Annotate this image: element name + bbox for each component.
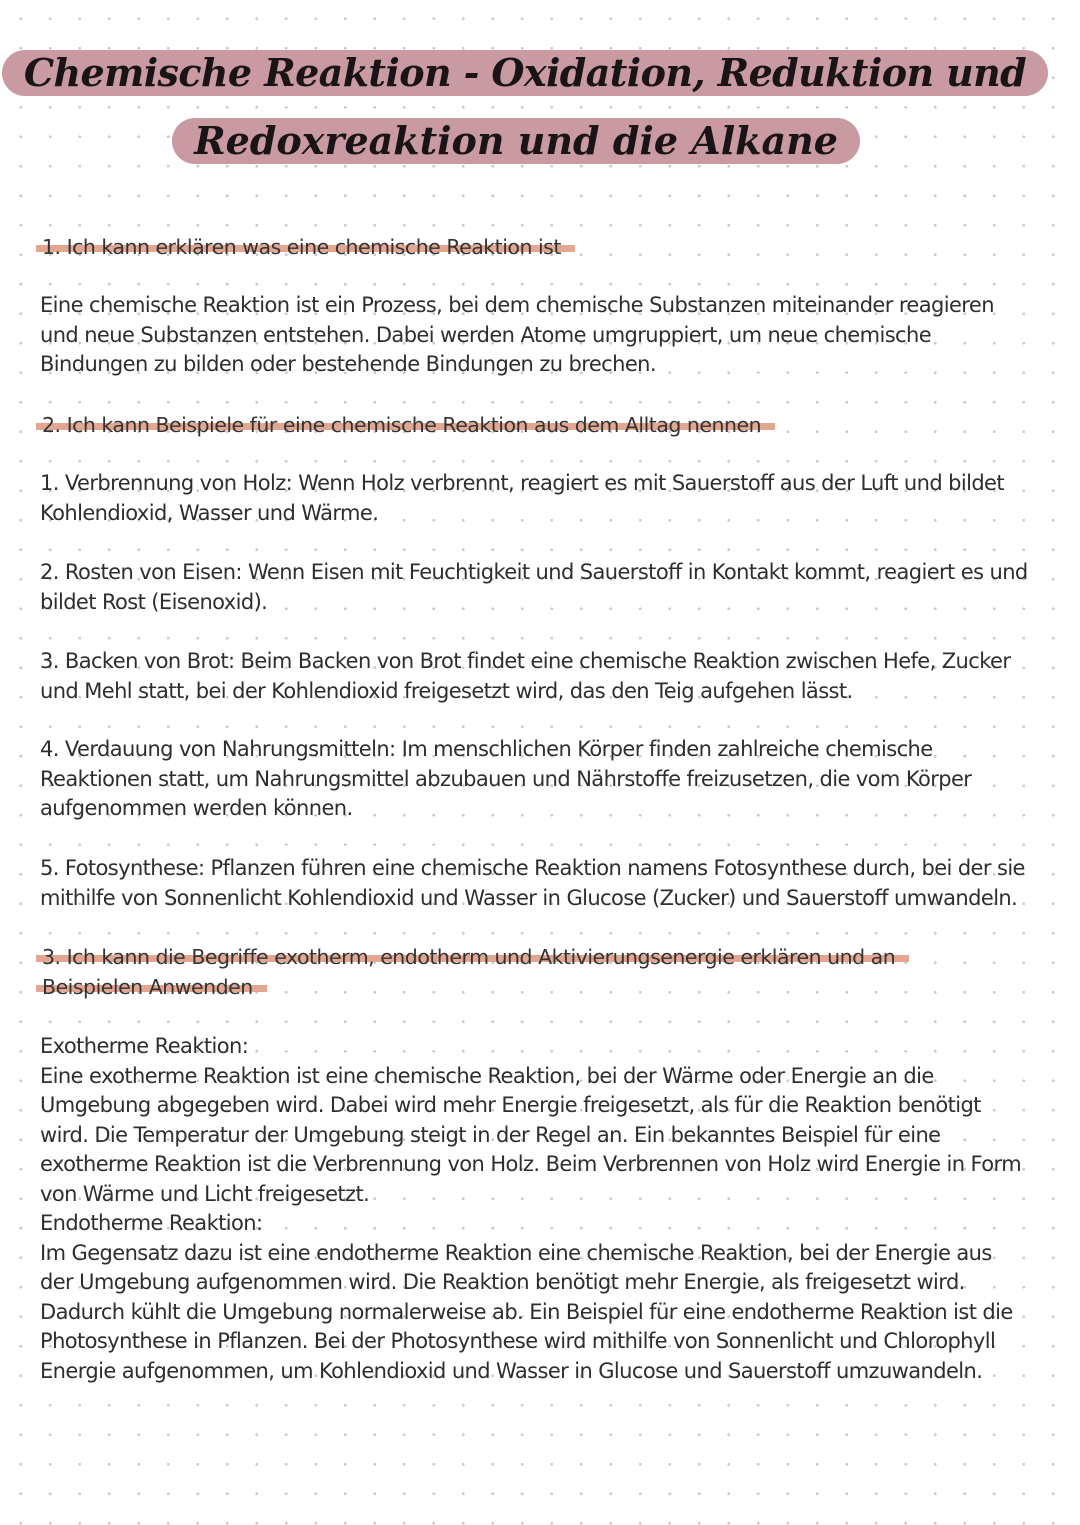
section-3-heading: 3. Ich kann die Begriffe exotherm, endotherm und Aktivierungsenergie erklären und an Beispielen Anwenden bbox=[36, 942, 996, 1002]
example-item: 2. Rosten von Eisen: Wenn Eisen mit Feuchtigkeit und Sauerstoff in Kontakt kommt, reagiert es und bildet Rost (Eisenoxid). bbox=[40, 560, 1028, 614]
exothermic-block bbox=[40, 1032, 1030, 1210]
example-item: 4. Verdauung von Nahrungsmitteln: Im menschlichen Körper finden zahlreiche chemische Reaktionen statt, um Nahrungsmittel abzubauen und Nährstoffe freizusetzen, die vom Körper aufgenommen werden können. bbox=[40, 737, 972, 821]
example-item: 3. Backen von Brot: Beim Backen von Brot findet eine chemische Reaktion zwischen Hefe, Zucker und Mehl statt, bei der Kohlendioxid freigesetzt wird, das den Teig aufgehen lässt. bbox=[40, 649, 1011, 703]
section-1-heading: 1. Ich kann erklären was eine chemische Reaktion ist bbox=[36, 232, 575, 262]
title-line-2: Redoxreaktion und die Alkane bbox=[172, 118, 860, 164]
page-title bbox=[0, 50, 1080, 96]
title-line-1: Chemische Reaktion - Oxidation, Reduktion und bbox=[2, 50, 1048, 96]
example-item: 5. Fotosynthese: Pflanzen führen eine chemische Reaktion namens Fotosynthese durch, bei der sie mithilfe von Sonnenlicht Kohlendioxid und Wasser in Glucose (Zucker) und Sauerstoff umwandeln. bbox=[40, 856, 1025, 910]
example-item: 1. Verbrennung von Holz: Wenn Holz verbrennt, reagiert es mit Sauerstoff aus der Luft und bildet Kohlendioxid, Wasser und Wärme. bbox=[40, 471, 1005, 525]
endothermic-title: Endotherme Reaktion: bbox=[40, 1211, 263, 1235]
endothermic-text: Im Gegensatz dazu ist eine endotherme Reaktion eine chemische Reaktion, bei der Energie aus der Umgebung aufgenommen wird. Die Reaktion benötigt mehr Energie, als freigesetzt wird. Dadurch kühlt die Umgebung normalerweise ab. Ein Beispiel für eine endotherme Reaktion ist die Photosynthese in Pflanzen. Bei der Photosynthese wird mithilfe von Sonnenlicht und Chlorophyll Energie aufgenommen, um Kohlendioxid und Wasser in Glucose und Sauerstoff umzuwandeln. bbox=[40, 1240, 1013, 1383]
page-subtitle bbox=[0, 118, 1080, 164]
section-2-heading: 2. Ich kann Beispiele für eine chemische Reaktion aus dem Alltag nennen bbox=[36, 410, 775, 440]
exothermic-text: Eine exotherme Reaktion ist eine chemische Reaktion, bei der Wärme oder Energie an die Umgebung abgegeben wird. Dabei wird mehr Energie freigesetzt, als für die Reaktion benötigt wird. Die Temperatur der Umgebung steigt in der Regel an. Ein bekanntes Beispiel für eine exotherme Reaktion ist die Verbrennung von Holz. Beim Verbrennen von Holz wird Energie in Form von Wärme und Licht freigesetzt. bbox=[40, 1063, 1022, 1206]
endothermic-block bbox=[40, 1209, 1030, 1387]
exothermic-title: Exotherme Reaktion: bbox=[40, 1034, 249, 1058]
section-1-text: Eine chemische Reaktion ist ein Prozess, bei dem chemische Substanzen miteinander reagieren und neue Substanzen entstehen. Dabei werden Atome umgruppiert, um neue chemische Bindungen zu bilden oder bestehende Bindungen zu brechen. bbox=[40, 293, 994, 377]
